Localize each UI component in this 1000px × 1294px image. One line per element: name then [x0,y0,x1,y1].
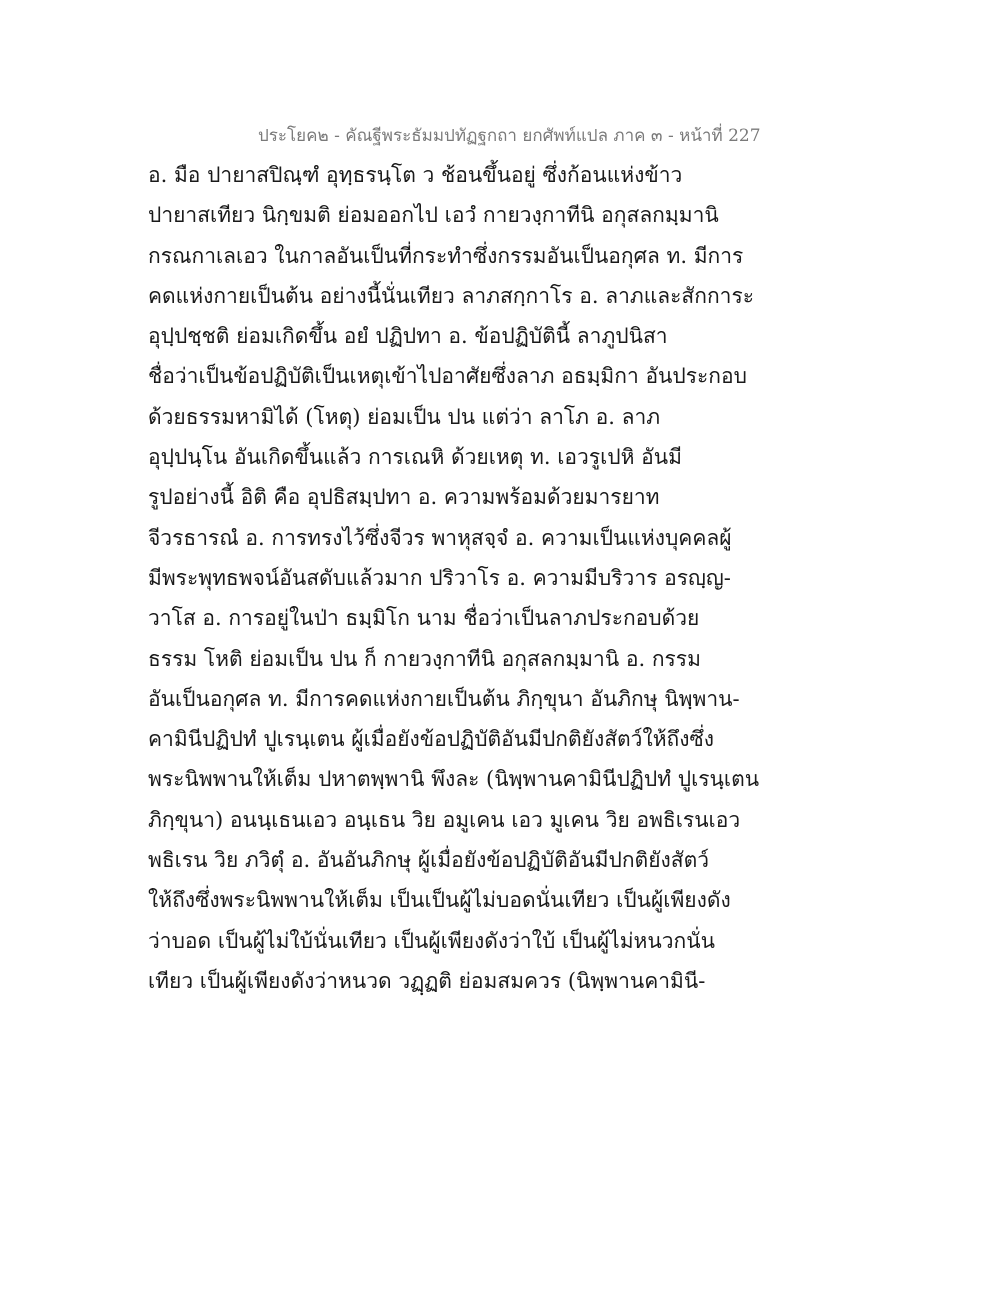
running-header: ประโยค๒ - คัณฐีพระธัมมปทัฏฐกถา ยกศัพท์แปล ภาค ๓ - หน้าที่ 227 [258,126,761,146]
text-line: วาโส อ. การอยู่ในป่า ธมฺมิโก นาม ชื่อว่าเป็นลาภประกอบด้วย [148,606,700,631]
text-line: กรณกาเลเอว ในกาลอันเป็นที่กระทำซึ่งกรรมอันเป็นอกุศล ท. มีการ [148,243,744,268]
text-line: พธิเรน วิย ภวิตุํ อ. อันอันภิกษุ ผู้เมื่อยังข้อปฏิบัติอันมีปกติยังสัตว์ [148,848,710,873]
text-line: รูปอย่างนี้ อิติ คือ อุปธิสมฺปทา อ. ความพร้อมด้วยมารยาท [148,485,660,510]
text-line: ปายาสเทียว นิกฺขมติ ย่อมออกไป เอวํ กายวงฺกาทีนิ อกุสลกมฺมานิ [148,203,719,228]
text-line: คดแห่งกายเป็นต้น อย่างนี้นั่นเทียว ลาภสกฺกาโร อ. ลาภและสักการะ [148,283,755,308]
text-line: ภิกฺขุนา) อนนฺเธนเอว อนฺเธน วิย อมูเคน เอว มูเคน วิย อพธิเรนเอว [148,807,741,832]
text-line: อ. มือ ปายาสปิณฺฑํ อุทฺธรนฺโต ว ช้อนขึ้นอยู่ ซึ่งก้อนแห่งข้าว [148,163,683,187]
text-line: จีวรธารณํ อ. การทรงไว้ซึ่งจีวร พาหุสจฺจํ อ. ความเป็นแห่งบุคคลผู้ [148,525,732,550]
text-line: ธรรม โหติ ย่อมเป็น ปน ก็ กายวงฺกาทีนิ อกุสลกมฺมานิ อ. กรรม [148,646,701,671]
body-text [148,158,868,1004]
text-line: เทียว เป็นผู้เพียงดังว่าหนวด วฏฺฏติ ย่อมสมควร (นิพฺพานคามินี- [148,968,706,993]
text-line: ด้วยธรรมหามิได้ (โหตุ) ย่อมเป็น ปน แต่ว่า ลาโภ อ. ลาภ [148,404,661,429]
text-line: คามินีปฏิปทํ ปูเรนฺเตน ผู้เมื่อยังข้อปฏิบัติอันมีปกติยังสัตว์ให้ถึงซึ่ง [148,727,715,752]
text-line: ว่าบอด เป็นผู้ไม่ใบ้นั่นเทียว เป็นผู้เพียงดังว่าใบ้ เป็นผู้ไม่หนวกนั่น [148,928,715,953]
text-line: ให้ถึงซึ่งพระนิพพานให้เต็ม เป็นเป็นผู้ไม่บอดนั่นเทียว เป็นผู้เพียงดัง [148,888,731,913]
text-line: อุปฺปนฺโน อันเกิดขึ้นแล้ว การเณหิ ด้วยเหตุ ท. เอวรูเปหิ อันมี [148,445,682,470]
text-line: อุปฺปชฺชติ ย่อมเกิดขึ้น อยํ ปฏิปทา อ. ข้อปฏิบัตินี้ ลาภูปนิสา [148,324,668,349]
text-line: พระนิพพานให้เต็ม ปหาตพฺพานิ พึงละ (นิพฺพานคามินีปฏิปทํ ปูเรนฺเตน [148,767,760,792]
text-line: อันเป็นอกุศล ท. มีการคดแห่งกายเป็นต้น ภิกฺขุนา อันภิกษุ นิพฺพาน- [148,686,740,711]
text-line: ชื่อว่าเป็นข้อปฏิบัติเป็นเหตุเข้าไปอาศัยซึ่งลาภ อธมฺมิกา อันประกอบ [148,364,747,389]
text-line: มีพระพุทธพจน์อันสดับแล้วมาก ปริวาโร อ. ความมีบริวาร อรญฺญ- [148,565,731,590]
